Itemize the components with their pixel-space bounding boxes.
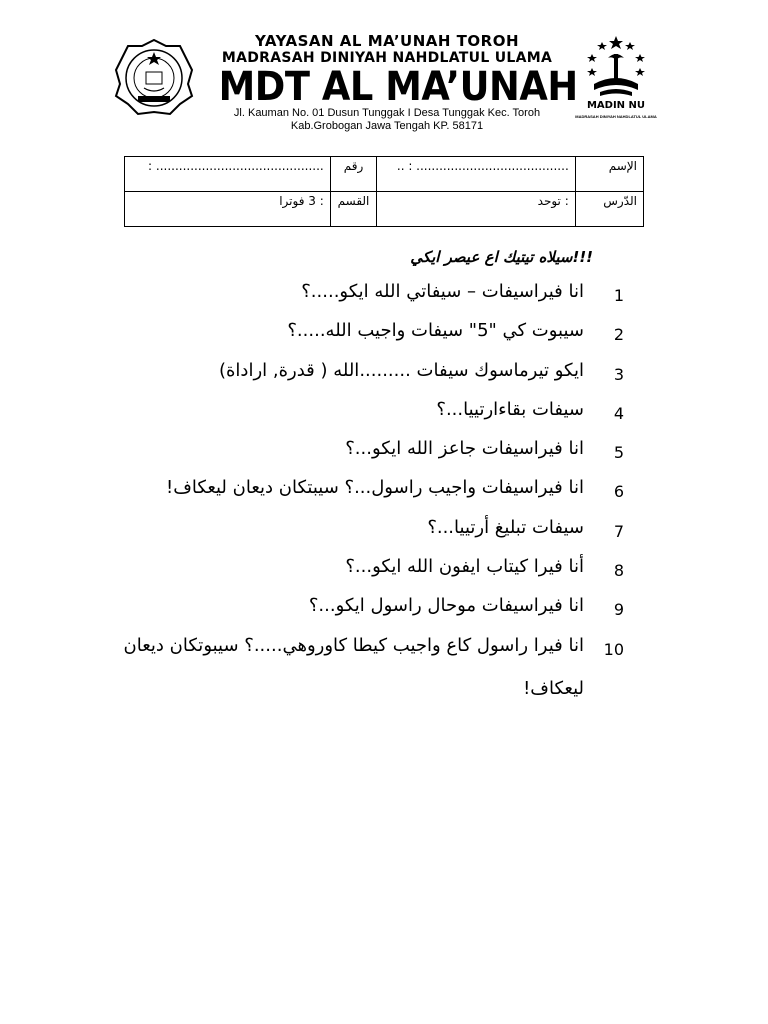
question-item: [40, 474, 624, 513]
question-text: انا فيراسيفات – سيفاتي الله ايكو.....؟: [301, 281, 584, 302]
label-subject: الدّرس: [575, 192, 643, 227]
field-name[interactable]: ........................................ : ..: [377, 157, 576, 192]
question-number: 6: [613, 482, 624, 502]
question-item: [40, 396, 624, 435]
question-number: 2: [613, 325, 624, 345]
question-item: [40, 435, 624, 474]
question-item: [40, 278, 624, 317]
madrasah-type: MADRASAH DINIYAH NAHDLATUL ULAMA: [221, 50, 553, 66]
madrasah-seal-icon: [114, 38, 194, 118]
field-subject: : توحد: [377, 192, 576, 227]
info-row-subject: [125, 192, 644, 227]
question-number: 5: [613, 443, 624, 463]
madin-nu-sublabel: MADRASAH DINIYAH NAHDLATUL ULAMA: [575, 114, 657, 119]
question-number: 10: [603, 639, 624, 659]
question-text: انا فيراسيفات موحال راسول ايكو...؟: [308, 595, 584, 617]
label-number: رقم: [330, 157, 377, 192]
question-text: انا فيرا راسول كاع واجيب كيطا كاوروهي.....؟ سيبوتكان ديعان: [123, 634, 584, 656]
question-number: 1: [613, 286, 624, 305]
question-text: سيفات بقاءارتييا...؟: [436, 398, 584, 420]
address-line-2: Kab.Grobogan Jawa Tengah KP. 58171: [290, 120, 484, 132]
madin-nu-label: MADIN NU: [586, 100, 646, 111]
question-text: أنا فيرا كيتاب ايفون الله ايكو...؟: [345, 556, 584, 578]
student-info-table: [124, 156, 644, 227]
letterhead-text: [204, 32, 578, 133]
field-class: : 3 فوترا: [125, 192, 331, 227]
question-number: 3: [613, 364, 624, 384]
label-class: القسم: [330, 192, 377, 227]
question-item: [40, 632, 624, 671]
letterhead: [112, 34, 658, 134]
question-number: 7: [613, 521, 624, 541]
question-number: 9: [613, 600, 624, 620]
field-number[interactable]: ............................................ :: [125, 157, 331, 192]
madin-nu-emblem-icon: [574, 34, 658, 100]
question-text: سيبوت كي "5" سيفات واجيب الله.....؟: [287, 320, 584, 342]
question-text: انا فيراسيفات واجيب راسول...؟ سيبتكان ديعان ليعكاف!: [166, 477, 584, 499]
question-text: ايكو تيرماسوك سيفات .........الله ( قدرة, اراداة): [218, 359, 584, 381]
question-item: [40, 553, 624, 592]
school-name: MDT AL MA’UNAH: [218, 64, 578, 110]
question-item: [40, 514, 624, 553]
question-text: سيفات تبليغ أرتييا...؟: [427, 516, 584, 538]
info-row-name: [125, 157, 644, 192]
question-item: [40, 317, 624, 356]
question-item: [40, 357, 624, 396]
question-10-continuation: ليعكاف!: [523, 678, 584, 699]
address-line-1: Jl. Kauman No. 01 Dusun Tunggak I Desa Tunggak Kec. Toroh: [233, 107, 541, 119]
question-number: 8: [613, 561, 624, 581]
question-number: 4: [613, 403, 624, 423]
label-name: الإسم: [575, 157, 643, 192]
question-item: [40, 592, 624, 631]
question-list: [40, 278, 624, 671]
foundation-name: YAYASAN AL MA’UNAH TOROH: [254, 32, 520, 50]
madin-nu-logo: [574, 34, 658, 126]
question-text: انا فيراسيفات جاعز الله ايكو...؟: [345, 438, 584, 460]
instruction-text: !!!سيلاه تيتيك اع عيصر ايكي: [410, 248, 593, 266]
